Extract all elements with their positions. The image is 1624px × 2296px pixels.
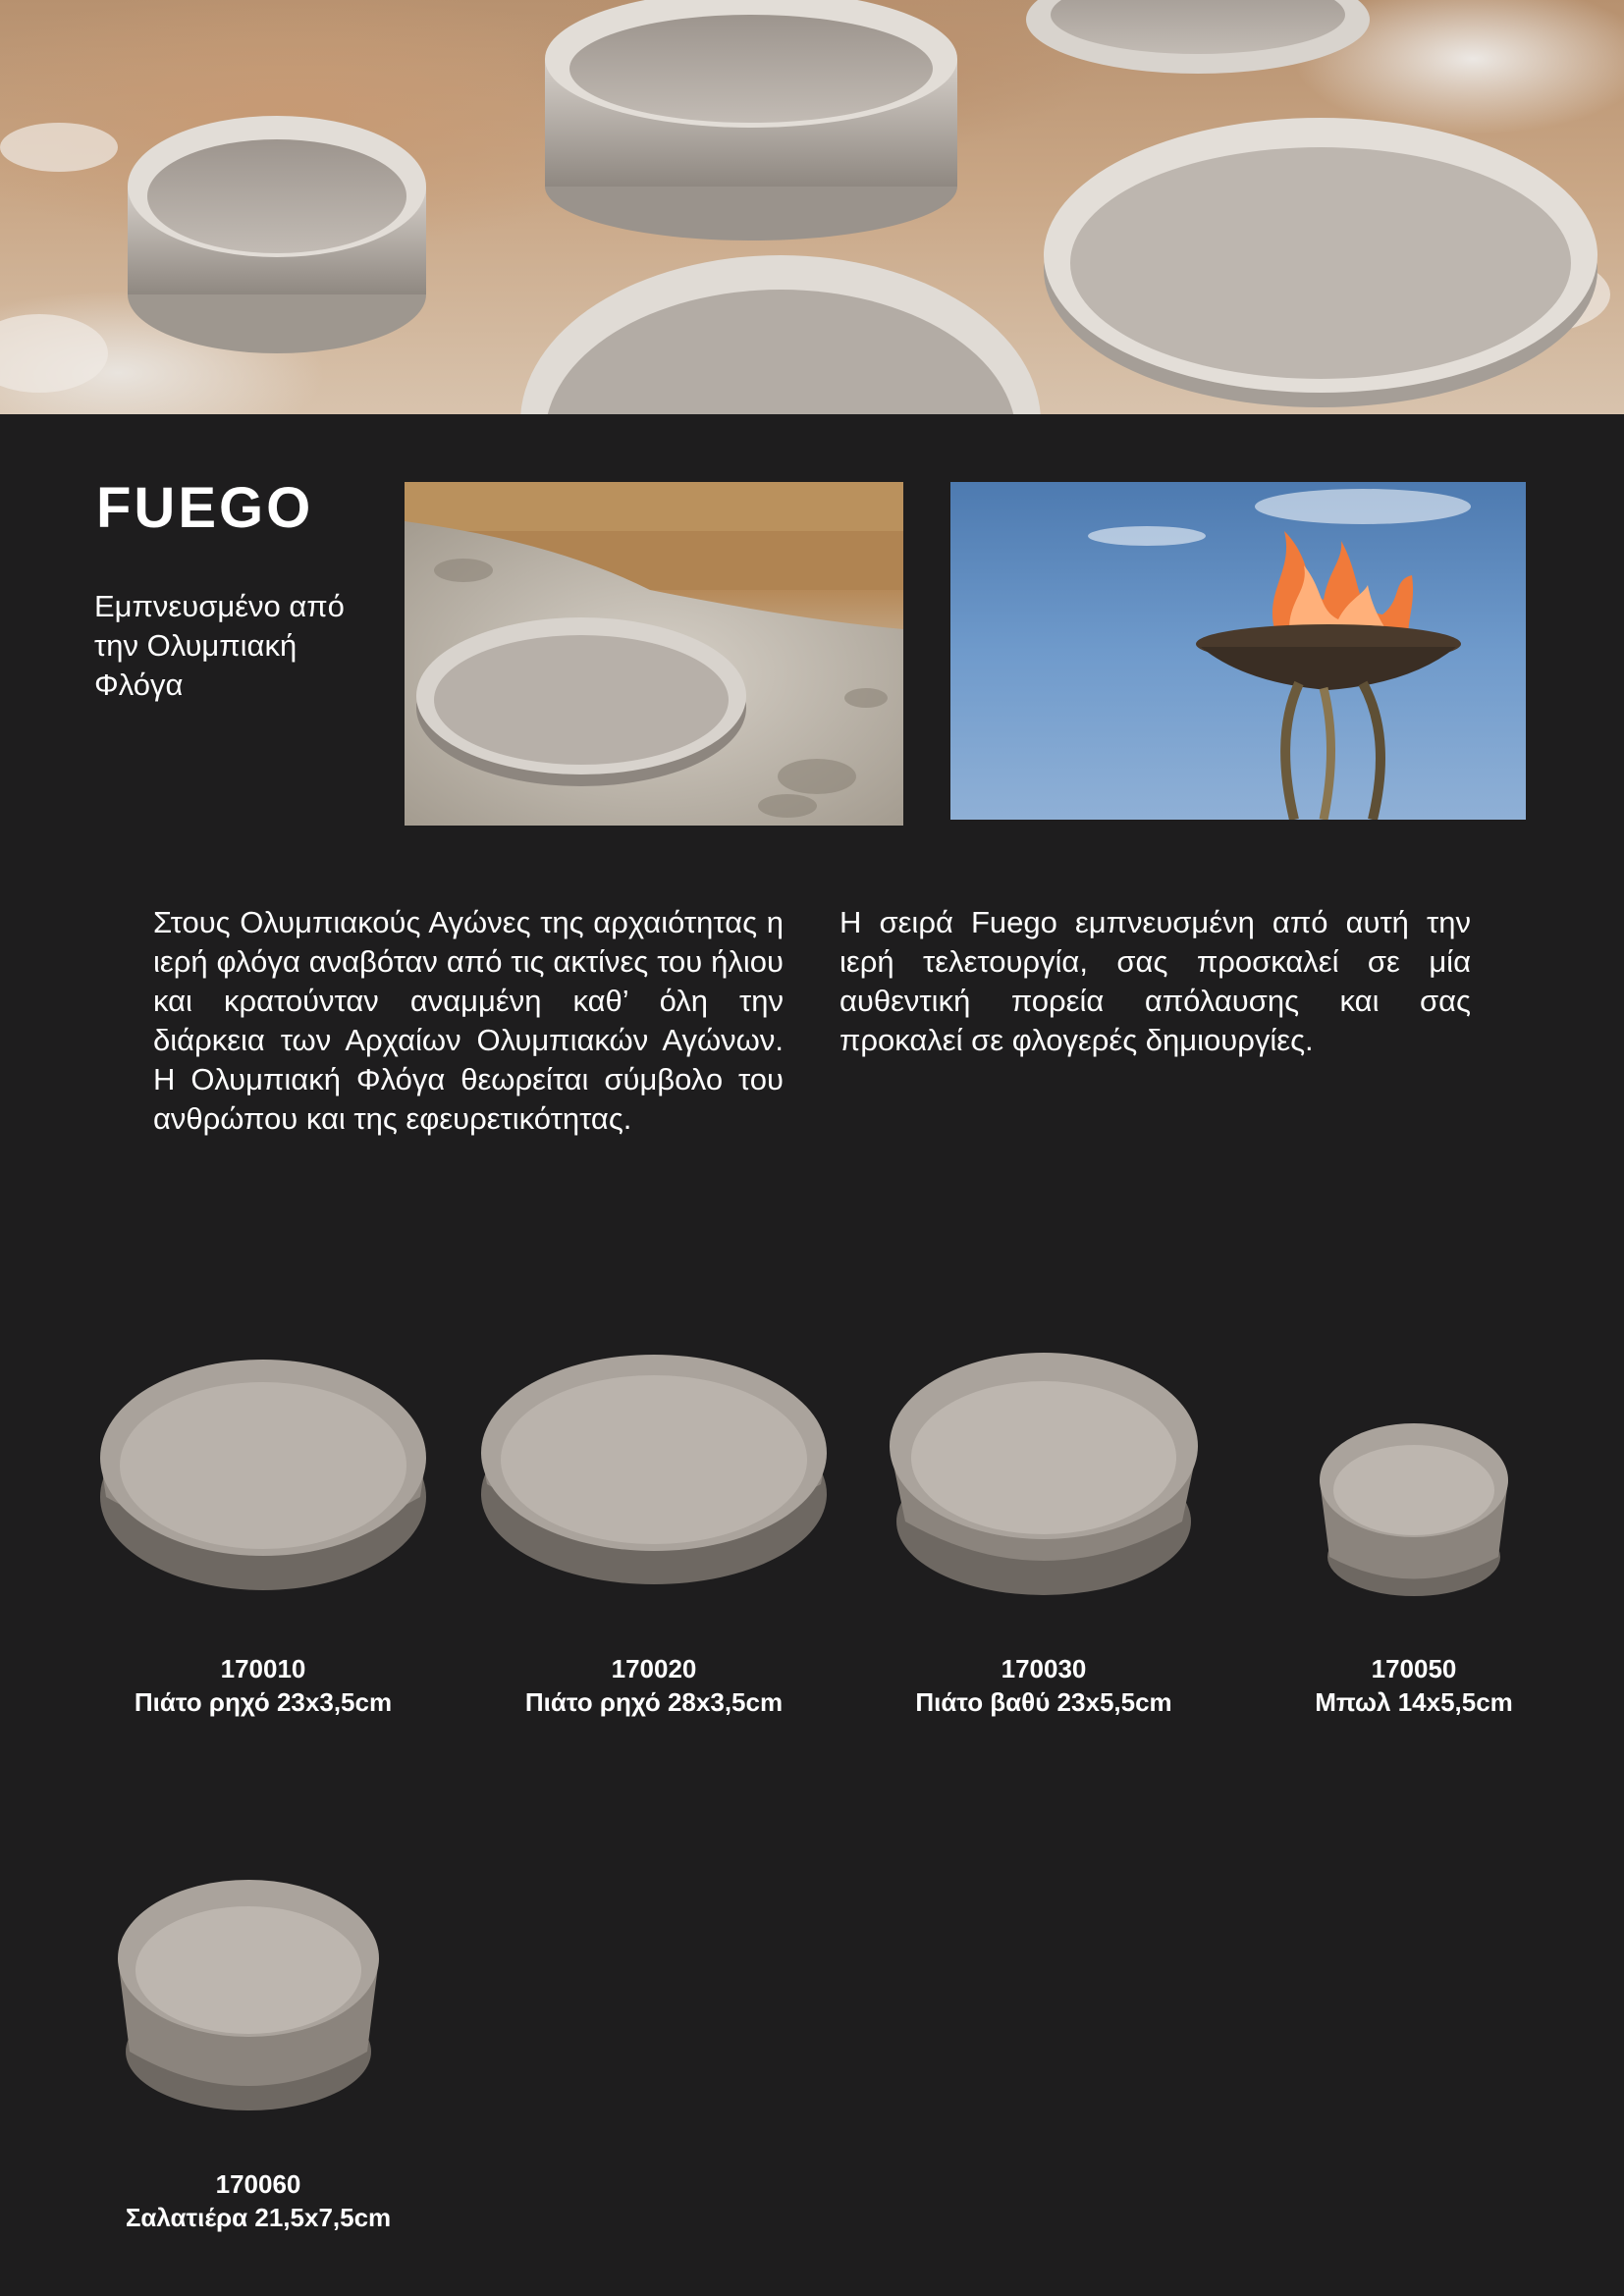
intro-text-left: Στους Ολυμπιακούς Αγώνες της αρχαιότητας η ιερή φλόγα αναβόταν από τις ακτίνες του ήλιου και κρατούνταν αναμμένη καθ’ όλη την διάρκεια των Αρχαίων Ολυμπιακών Αγώνων. Η Ολυμπιακή Φλόγα θεωρείται σύμβολο του ανθρώπου και της εφευρετικότητας. [153,905,784,1136]
hero-ceramics-illustration [0,0,1624,414]
product-description: Σαλατιέρα 21,5x7,5cm [125,2203,392,2232]
plate-on-rock-illustration [405,482,903,826]
product-image-170020 [477,1337,831,1597]
product-image-170060 [114,1880,384,2115]
product-170030 [886,1652,1202,1719]
product-image-170010 [96,1340,430,1600]
collection-subtitle: Εμπνευσμένο από την Ολυμπιακή Φλόγα [94,589,345,702]
product-description: Πιάτο ρηχό 28x3,5cm [524,1687,784,1717]
product-code: 170060 [215,2169,301,2199]
product-description: Πιάτο ρηχό 23x3,5cm [134,1687,393,1717]
product-description: Μπωλ 14x5,5cm [1315,1687,1513,1717]
collection-title: FUEGO [96,476,314,540]
product-170010 [96,1652,430,1719]
olympic-flame-illustration [950,482,1526,820]
product-image-170050 [1316,1419,1512,1598]
product-code: 170050 [1371,1654,1457,1683]
product-170020 [477,1652,831,1719]
intro-text-right: Η σειρά Fuego εμπνευσμένη από αυτή την ιερή τελετουργία, σας προσκαλεί σε μία αυθεντική πορεία απόλαυσης και σας προκαλεί σε φλογερές δημιουργίες. [839,905,1471,1057]
product-170060 [96,2167,420,2234]
plate-on-rock-photo [405,482,903,826]
olympic-flame-photo [950,482,1526,820]
product-code: 170030 [1001,1654,1087,1683]
product-code: 170020 [611,1654,697,1683]
product-code: 170010 [220,1654,306,1683]
product-description: Πιάτο βαθύ 23x5,5cm [915,1687,1172,1717]
product-170050 [1286,1652,1542,1719]
hero-photo [0,0,1624,414]
product-image-170030 [886,1340,1202,1600]
